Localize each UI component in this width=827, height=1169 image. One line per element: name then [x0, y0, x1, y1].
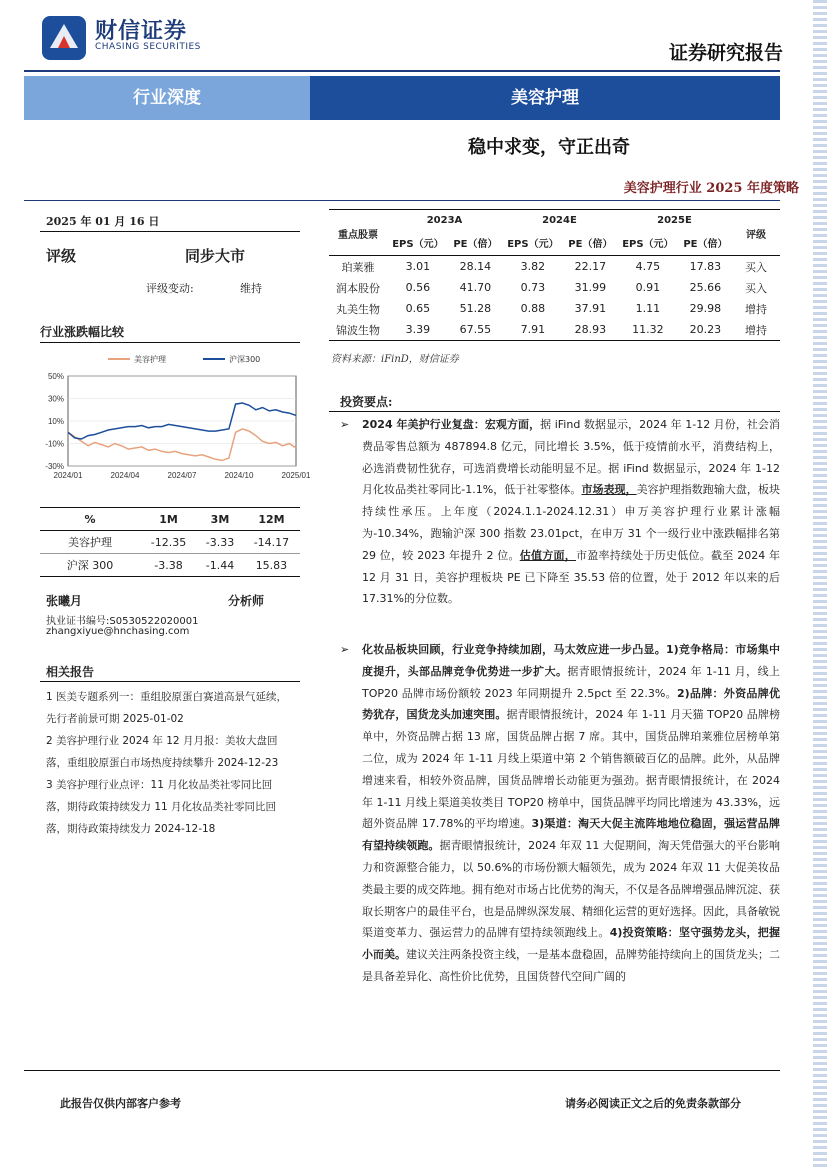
- y-tick-label: -10%: [45, 439, 64, 449]
- logo-icon: [40, 14, 88, 62]
- analyst-name: 张曦月: [46, 594, 83, 608]
- stock-value: 37.91: [574, 302, 607, 315]
- stock-value: 3.39: [405, 323, 431, 336]
- y-tick-label: 30%: [47, 394, 64, 404]
- stock-value: 11.32: [632, 323, 664, 336]
- stock-value: 3.01: [405, 260, 431, 273]
- footer-rule: [24, 1070, 780, 1071]
- stock-value: 28.93: [574, 323, 607, 336]
- perf-cell: -3.38: [154, 558, 183, 572]
- related-title: 相关报告: [46, 665, 95, 679]
- p2-lead-c: 3)渠道：淘天大促主流阵地地位稳固，强运营品牌有望持续领跑。: [362, 817, 780, 853]
- perf-header: 3M: [210, 512, 230, 526]
- stock-table: [329, 211, 780, 341]
- table-row: [40, 554, 300, 577]
- stock-name: 珀莱雅: [341, 260, 375, 274]
- stock-rating: 买入: [745, 260, 767, 274]
- industry-band: 美容护理: [310, 76, 780, 120]
- sub-header: PE（倍）: [453, 238, 498, 250]
- invest-paragraph-1: [362, 414, 780, 610]
- stock-value: 0.56: [405, 281, 431, 294]
- subtitle-rule: [24, 200, 780, 201]
- stock-value: 17.83: [689, 260, 722, 273]
- table-source: 资料来源：iFinD，财信证券: [331, 354, 459, 365]
- p2-text-c: 据青眼情报统计，2024 年双 11 大促期间，淘天凭借强大的平台影响力和资源整合能力，以 50.6%的市场份额大幅领先，成为 2024 年双 11 大促美妆品类最主要的成交阵地。拥有绝对市场占比优势的淘天，不仅是各品牌增强品牌沉淀、获取长期客户的最佳平台，也是品牌纵深发展、精细化运营的更好选择。因此，具备敏锐渠道变革力、强运营力的品牌有望持续领跑线上。: [362, 839, 781, 940]
- related-rule: [40, 681, 300, 682]
- stock-name: 丸美生物: [336, 302, 380, 316]
- year-header: 2024E: [542, 214, 577, 226]
- legend-label: 沪深300: [229, 355, 261, 364]
- perf-header: %: [84, 512, 96, 526]
- sub-header: EPS（元）: [622, 238, 674, 250]
- y-tick-label: 50%: [47, 372, 64, 381]
- stock-table-top-rule: [329, 209, 780, 210]
- related-item[interactable]: 3 美容护理行业点评：11 月化妆品类社零同比回落，期待政策持续发力 11 月化妆品类社零同比回落，期待政策持续发力 2024-12-18: [46, 779, 277, 835]
- analyst-role: 分析师: [228, 594, 265, 608]
- date-rule: [40, 231, 300, 232]
- table-row: [329, 298, 780, 319]
- perf-cell: -3.33: [205, 535, 235, 549]
- year-header: 2025E: [657, 214, 692, 226]
- y-tick-label: -30%: [45, 462, 64, 471]
- report-type: 证券研究报告: [668, 42, 783, 64]
- stock-value: 3.82: [520, 260, 546, 273]
- perf-cell: -12.35: [150, 535, 187, 549]
- stock-value: 67.55: [459, 323, 492, 336]
- legend-label: 美容护理: [134, 355, 166, 364]
- rating-col-label: 评级: [746, 229, 766, 241]
- stock-value: 1.11: [635, 302, 661, 315]
- perf-cell: -1.44: [205, 558, 235, 572]
- rating-change-label: 评级变动:: [146, 282, 194, 295]
- y-tick-label: 10%: [47, 417, 64, 426]
- category-band: 行业深度: [24, 76, 310, 120]
- stock-value: 51.28: [459, 302, 492, 315]
- p1-text-b: 美容护理指数跑输大盘，板块持续性承压。上年度（2024.1.1-2024.12.31）申万美容护理行业累计涨幅为-10.34%，跑输沪深 300 指数 23.01pct，在申万 31 个一级行业中涨跌幅排名第 29 位，较 2023 年提升 2 位。: [362, 483, 780, 562]
- stock-value: 28.14: [459, 260, 492, 273]
- rating-value: 同步大市: [185, 247, 246, 265]
- perf-header: 1M: [159, 512, 178, 526]
- stock-value: 25.66: [689, 281, 722, 294]
- rating-label: 评级: [46, 247, 77, 265]
- related-item[interactable]: 2 美容护理行业 2024 年 12 月月报：美妆大盘回落，重组胶原蛋白市场热度持续攀升 2024-12-23: [46, 735, 279, 769]
- invest-paragraph-2: [362, 639, 780, 988]
- perf-cell: 美容护理: [68, 536, 112, 549]
- x-tick-label: 2024/01: [53, 471, 83, 480]
- p2-lead-d: 4)投资策略：坚守强势龙头，把握小而美。: [362, 926, 781, 962]
- stock-rating: 增持: [745, 323, 767, 337]
- perf-header: 12M: [258, 512, 285, 526]
- sub-header: PE（倍）: [568, 238, 613, 250]
- stock-name: 锦波生物: [336, 323, 380, 337]
- performance-table: [40, 508, 300, 577]
- stock-value: 20.23: [689, 323, 722, 336]
- p1-lead-b: 市场表现，: [581, 483, 637, 497]
- stock-name: 润本股份: [336, 281, 380, 295]
- stock-value: 0.88: [520, 302, 546, 315]
- series-line: [68, 429, 296, 461]
- x-tick-label: 2024/07: [167, 471, 197, 480]
- stock-value: 41.70: [459, 281, 492, 294]
- rating-change-value: 维持: [240, 282, 262, 295]
- related-item[interactable]: 1 医美专题系列一：重组胶原蛋白赛道高景气延续，先行者前景可期 2025-01-02: [46, 691, 288, 725]
- year-header: 2023A: [426, 214, 463, 226]
- stock-value: 29.98: [689, 302, 722, 315]
- stock-col-label: 重点股票: [338, 229, 378, 241]
- p2-text-d: 建议关注两条投资主线，一是基本盘稳固，品牌势能持续向上的国货龙头；二是具备差异化、高性价比优势，且国货替代空间广阔的: [362, 948, 780, 983]
- bullet-arrow-icon: ➢: [340, 418, 350, 431]
- x-tick-label: 2025/01: [281, 471, 311, 480]
- decorative-stripe: [813, 0, 827, 1169]
- header-rule: [24, 70, 780, 72]
- analyst-cert: 执业证书编号:S0530522020001: [46, 616, 199, 627]
- invest-title: 投资要点:: [340, 395, 393, 409]
- headline: 稳中求变，守正出奇: [468, 137, 630, 158]
- x-tick-label: 2024/10: [224, 471, 254, 480]
- stock-value: 0.91: [635, 281, 661, 294]
- sub-header: PE（倍）: [683, 238, 728, 250]
- p2-lead: 化妆品板块回顾，行业竞争持续加剧，马太效应进一步凸显。1)竞争格局：市场集中度提升，头部品牌竞争优势进一步扩大。: [362, 643, 780, 678]
- stock-value: 31.99: [574, 281, 607, 294]
- stock-value: 0.65: [405, 302, 431, 315]
- p2-text-a: 据青眼情报统计，2024 年 1-11 月，线上 TOP20 品牌市场份额较 2023 年同期提升 2.5pct 至 22.3%。: [362, 664, 780, 700]
- chart-section-title: 行业涨跌幅比较: [40, 325, 125, 339]
- report-date: 2025 年 01 月 16 日: [46, 215, 160, 228]
- industry-performance-chart: [36, 348, 311, 486]
- x-tick-label: 2024/04: [110, 471, 140, 480]
- subtitle: 美容护理行业 2025 年度策略: [623, 181, 799, 196]
- stock-value: 4.75: [635, 260, 661, 273]
- table-row: [329, 319, 780, 341]
- stock-value: 0.73: [520, 281, 546, 294]
- sub-header: EPS（元）: [392, 238, 444, 250]
- p1-text-c: 市盈率持续处于历史低位。截至 2024 年 12 月 31 日，美容护理板块 PE 已下降至 35.53 倍的位置，处于 2012 年以来的后 17.31%的分位数。: [362, 548, 780, 606]
- table-row: [329, 256, 780, 278]
- perf-cell: 沪深 300: [66, 559, 114, 572]
- analyst-email[interactable]: zhangxiyue@hnchasing.com: [46, 626, 190, 637]
- bullet-arrow-icon: ➢: [340, 643, 350, 656]
- perf-cell: -14.17: [253, 535, 290, 549]
- p1-lead-c: 估值方面，: [519, 548, 576, 562]
- stock-value: 22.17: [574, 260, 607, 273]
- footer-right: 请务必阅读正文之后的免责条款部分: [565, 1097, 741, 1110]
- chart-section-rule: [40, 342, 300, 343]
- stock-rating: 买入: [745, 281, 767, 295]
- footer-left: 此报告仅供内部客户参考: [60, 1097, 181, 1110]
- logo-text: 财信证券: [95, 19, 188, 44]
- p1-text-a: 据 iFind 数据显示，2024 年 1-12 月份，社会消费品零售总额为 487894.8 亿元，同比增长 3.5%，低于疫情前水平，消费结构上，必选消费韧性犹存，可选消费增长动能明显不足。据 iFind 数据显示，2024 年 1-12 月化妆品类社零同比-1.1%，低于社零整体。: [362, 418, 780, 497]
- p2-lead-b: 2)品牌：外资品牌优势犹存，国货龙头加速突围。: [362, 686, 780, 722]
- perf-cell: 15.83: [255, 558, 288, 572]
- stock-rating: 增持: [745, 302, 767, 316]
- invest-rule: [329, 411, 780, 412]
- logo-subtext: CHASING SECURITIES: [95, 42, 201, 52]
- p2-text-b: 据青眼情报统计，2024 年 1-11 月天猫 TOP20 品牌榜单中，外资品牌占据 13 席，国货品牌占据 7 席。其中，国货品牌珀莱雅位居榜单第二位，成为 2024 年 1-11 月线上渠道中第 2 个销售额破百亿的品牌。此外，从品牌增速来看，相较外资品牌，国货品牌增长动能更为强劲。据青眼情报统计，在 2024 年 1-11 月线上渠道美妆类目 TOP20 榜单中，国货品牌平均同比增速为 43.33%，远超外资品牌 17.78%的平均增速。: [362, 708, 781, 831]
- stock-value: 7.91: [520, 323, 546, 336]
- p1-lead: 2024 年美护行业复盘：宏观方面，: [362, 418, 541, 431]
- table-row: [329, 277, 780, 298]
- table-row: [40, 531, 300, 554]
- sub-header: EPS（元）: [507, 238, 559, 250]
- company-logo: [40, 14, 88, 62]
